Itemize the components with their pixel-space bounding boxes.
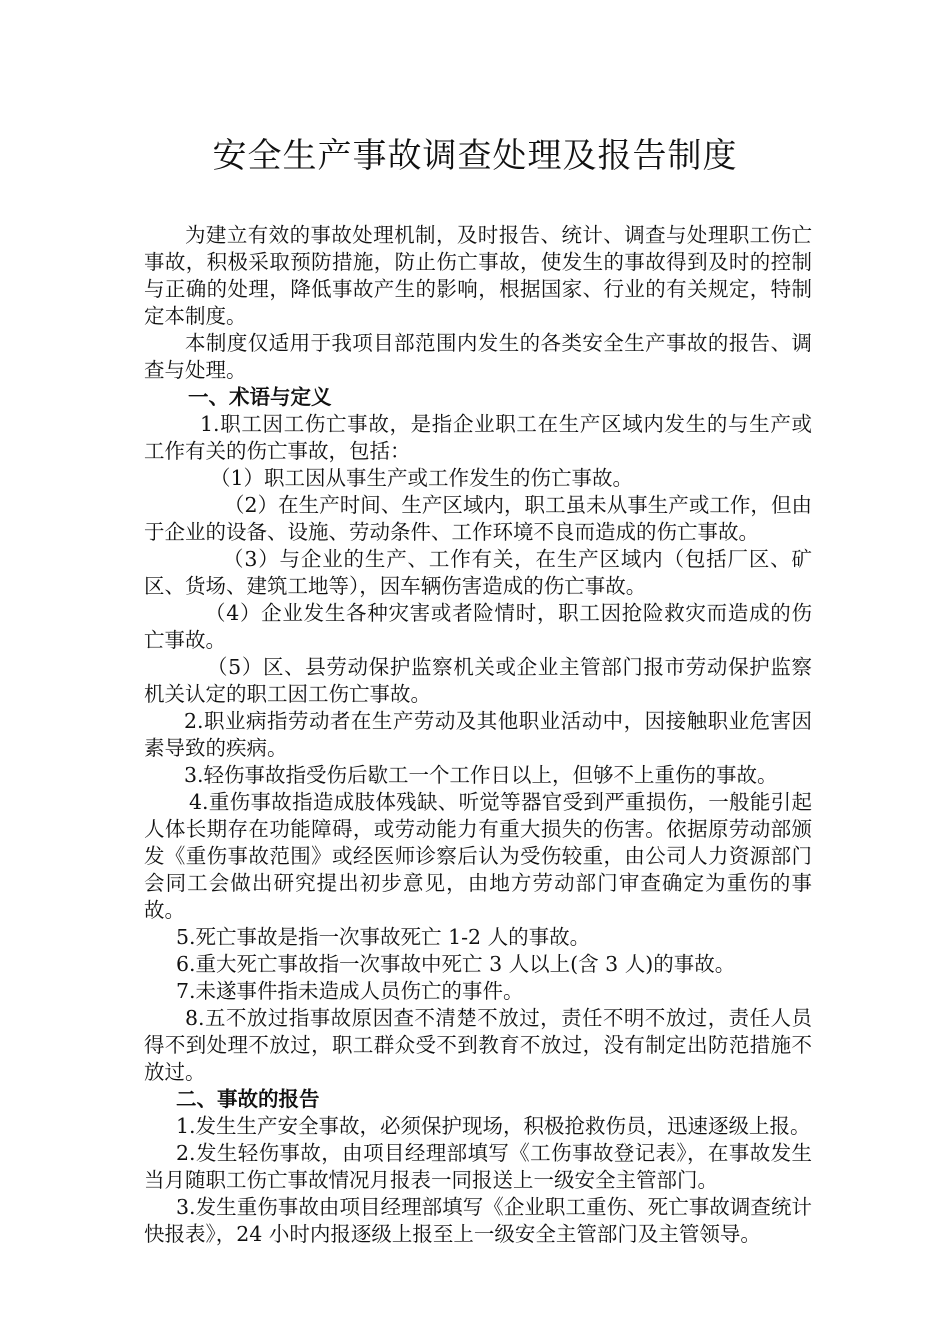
report-3-paragraph: 3.发生重伤事故由项目经理部填写《企业职工重伤、死亡事故调查统计快报表》，24 小时内报逐级上报至上一级安全主管部门及主管领导。 xyxy=(144,1195,812,1246)
term-1-sub-5: （5）区、县劳动保护监察机关或企业主管部门报市劳动保护监察机关认定的职工因工伤亡事故。 xyxy=(144,655,812,706)
term-7-paragraph: 7.未遂事件指未造成人员伤亡的事件。 xyxy=(176,979,524,1003)
intro-paragraph: 为建立有效的事故处理机制，及时报告、统计、调查与处理职工伤亡事故，积极采取预防措施，防止伤亡事故，使发生的事故得到及时的控制与正确的处理，降低事故产生的影响，根据国家、行业的有关规定，特制定本制度。 xyxy=(144,223,812,328)
section-heading-report: 二、事故的报告 xyxy=(176,1087,320,1111)
scope-paragraph: 本制度仅适用于我项目部范围内发生的各类安全生产事故的报告、调查与处理。 xyxy=(144,331,812,382)
term-6-paragraph: 6.重大死亡事故指一次事故中死亡 3 人以上(含 3 人)的事故。 xyxy=(176,952,736,976)
report-2-paragraph: 2.发生轻伤事故，由项目经理部填写《工伤事故登记表》，在事故发生当月随职工伤亡事故情况月报表一同报送上一级安全主管部门。 xyxy=(144,1141,812,1192)
term-1-sub-4: （4）企业发生各种灾害或者险情时，职工因抢险救灾而造成的伤亡事故。 xyxy=(144,601,812,652)
section-heading-terms: 一、术语与定义 xyxy=(188,385,332,409)
term-1-sub-2: （2）在生产时间、生产区域内，职工虽未从事生产或工作，但由于企业的设备、设施、劳动条件、工作环境不良而造成的伤亡事故。 xyxy=(144,493,812,544)
term-1-sub-1: （1）职工因从事生产或工作发生的伤亡事故。 xyxy=(210,466,634,490)
term-1-paragraph: 1.职工因工伤亡事故，是指企业职工在生产区域内发生的与生产或工作有关的伤亡事故，包括： xyxy=(144,412,812,463)
term-4-paragraph: 4.重伤事故指造成肢体残缺、听觉等器官受到严重损伤，一般能引起人体长期存在功能障碍，或劳动能力有重大损失的伤害。依据原劳动部颁发《重伤事故范围》或经医师诊察后认为受伤较重，由公司人力资源部门会同工会做出研究提出初步意见，由地方劳动部门审查确定为重伤的事故。 xyxy=(144,790,812,922)
term-2-paragraph: 2.职业病指劳动者在生产劳动及其他职业活动中，因接触职业危害因素导致的疾病。 xyxy=(144,709,812,760)
document-body xyxy=(144,222,812,1248)
document-title: 安全生产事故调查处理及报告制度 xyxy=(212,136,738,176)
term-8-paragraph: 8.五不放过指事故原因查不清楚不放过，责任不明不放过，责任人员得不到处理不放过，职工群众受不到教育不放过，没有制定出防范措施不放过。 xyxy=(144,1006,812,1084)
term-3-paragraph: 3.轻伤事故指受伤后歇工一个工作日以上，但够不上重伤的事故。 xyxy=(184,763,778,787)
term-5-paragraph: 5.死亡事故是指一次事故死亡 1-2 人的事故。 xyxy=(176,925,591,949)
term-1-sub-3: （3）与企业的生产、工作有关，在生产区域内（包括厂区、矿区、货场、建筑工地等），因车辆伤害造成的伤亡事故。 xyxy=(144,547,812,598)
report-1-paragraph: 1.发生生产安全事故，必须保护现场，积极抢救伤员，迅速逐级上报。 xyxy=(176,1114,811,1138)
